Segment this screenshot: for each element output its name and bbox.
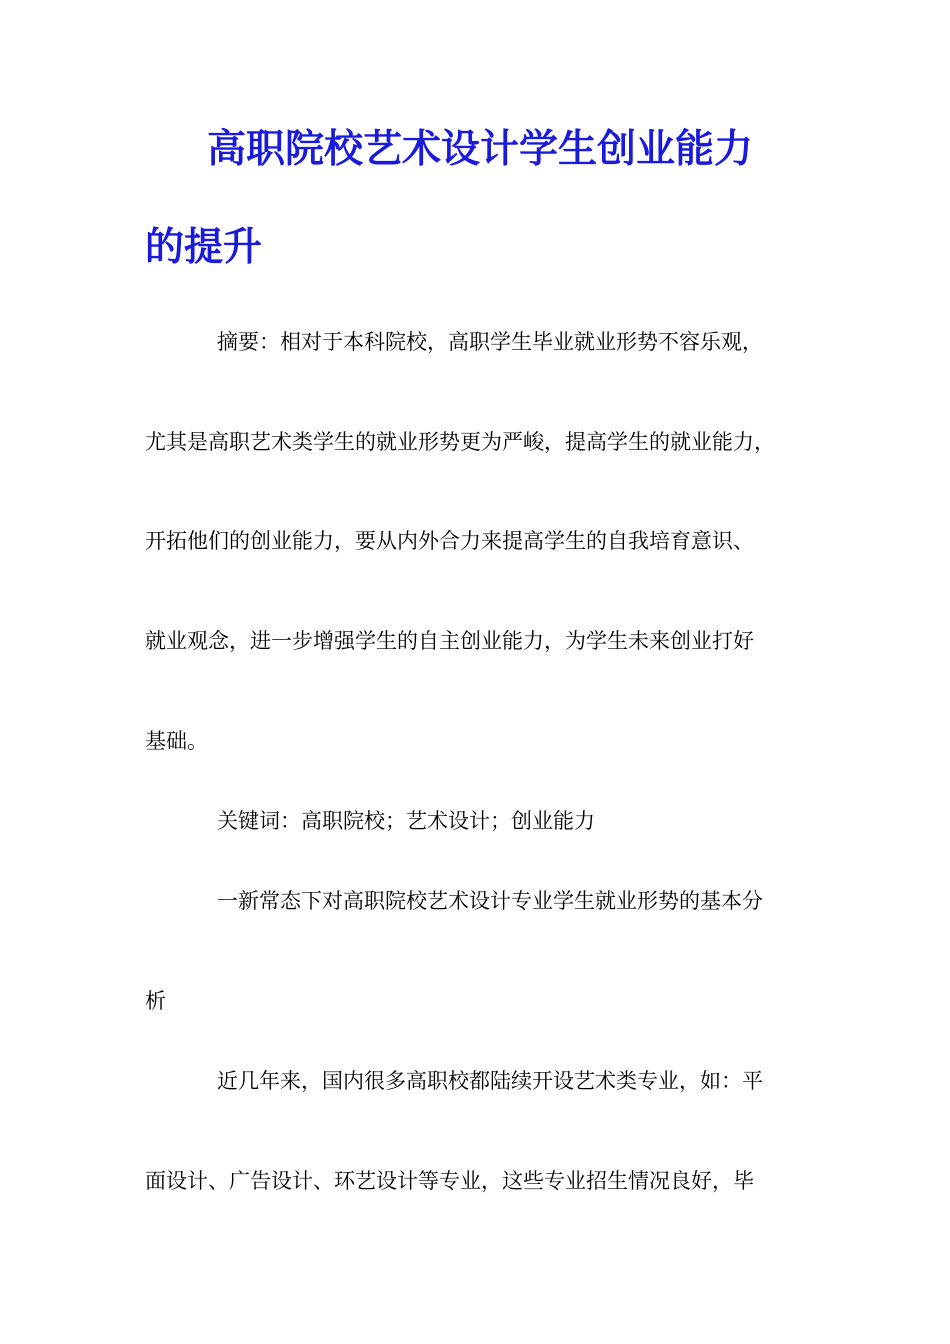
abstract-line-3: 开拓他们的创业能力，要从内外合力来提高学生的自我培育意识、	[145, 529, 754, 553]
section-heading-line-2: 析	[145, 989, 166, 1013]
keywords-line: 关键词：高职院校；艺术设计；创业能力	[217, 809, 595, 833]
abstract-line-5: 基础。	[145, 729, 208, 753]
paragraph-line-2: 面设计、广告设计、环艺设计等专业，这些专业招生情况良好，毕	[145, 1169, 754, 1193]
section-heading-line-1: 一新常态下对高职院校艺术设计专业学生就业形势的基本分	[217, 889, 763, 913]
document-title-line-2: 的提升	[145, 225, 263, 270]
abstract-line-2: 尤其是高职艺术类学生的就业形势更为严峻，提高学生的就业能力，	[145, 430, 775, 454]
document-title-line-1: 高职院校艺术设计学生创业能力	[207, 127, 754, 172]
paragraph-line-1: 近几年来，国内很多高职校都陆续开设艺术类专业，如：平	[217, 1069, 763, 1093]
abstract-line-1: 摘要：相对于本科院校，高职学生毕业就业形势不容乐观，	[217, 330, 763, 354]
abstract-line-4: 就业观念，进一步增强学生的自主创业能力，为学生未来创业打好	[145, 629, 754, 653]
